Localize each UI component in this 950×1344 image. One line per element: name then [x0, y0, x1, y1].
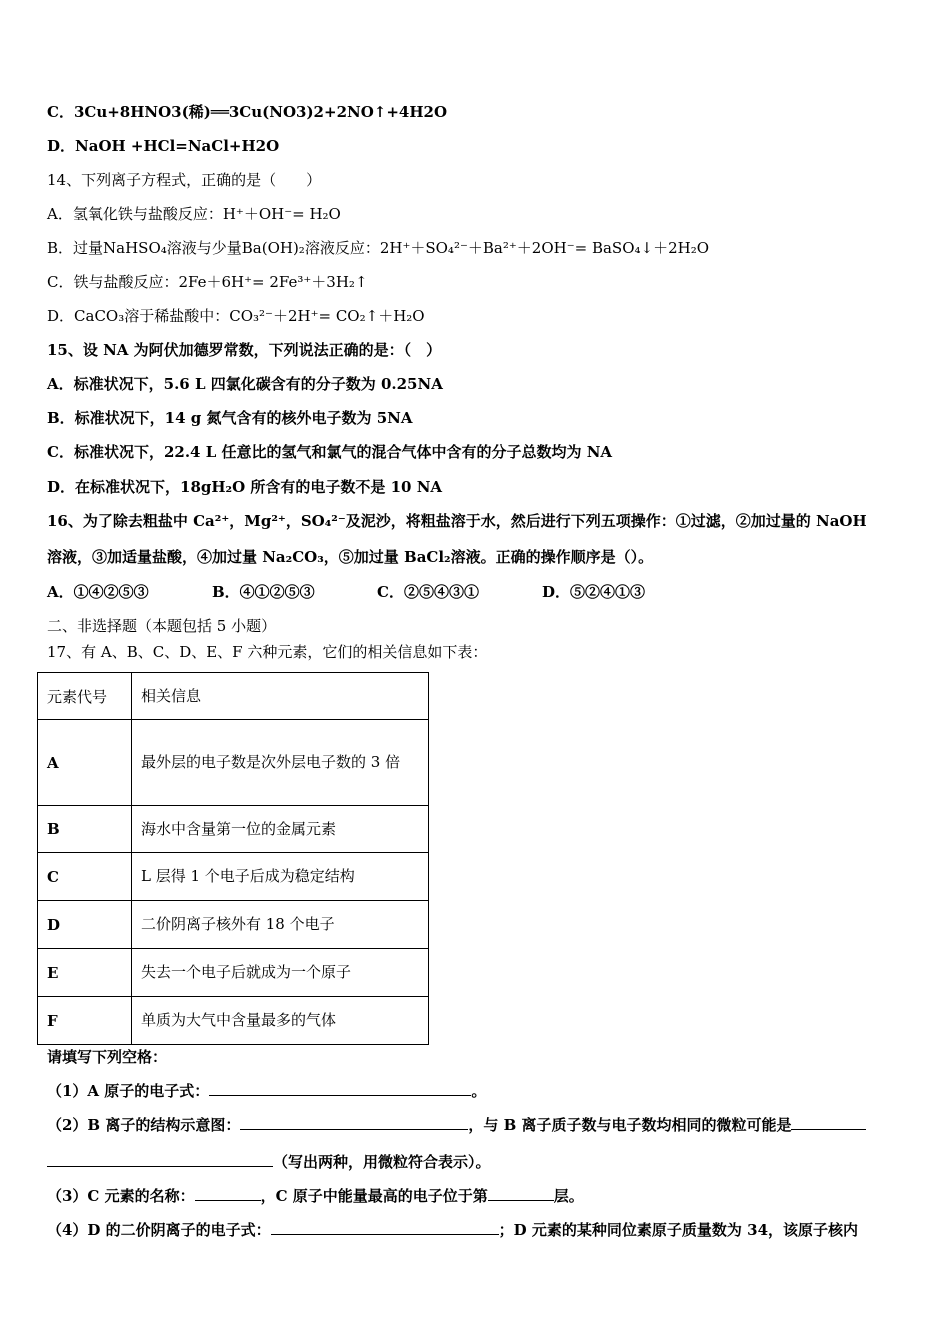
fill-prompt: 请填写下列空格： — [47, 1048, 168, 1066]
row-info: 失去一个电子后就成为一个原子 — [132, 949, 429, 997]
q15-option-d: D．在标准状况下，18gH₂O 所含有的电子数不是 10 NA — [47, 478, 443, 496]
element-info-table — [37, 672, 429, 1045]
table-row — [38, 720, 429, 806]
answer-blank[interactable] — [271, 1220, 499, 1235]
row-code: A — [38, 720, 132, 806]
answer-blank[interactable] — [209, 1081, 471, 1096]
part3-mid: ，C 原子中能量最高的电子位于第 — [260, 1187, 488, 1205]
part2-label: （2）B 离子的结构示意图： — [47, 1116, 241, 1134]
q16-option-d: D．⑤②④①③ — [542, 583, 646, 601]
q15-option-a: A．标准状况下，5.6 L 四氯化碳含有的分子数为 0.25NA — [47, 375, 443, 393]
row-code: B — [38, 806, 132, 853]
q16-option-a: A．①④②⑤③ — [47, 583, 149, 601]
answer-blank[interactable] — [488, 1186, 554, 1201]
row-info: 单质为大气中含量最多的气体 — [132, 997, 429, 1045]
header-related-info: 相关信息 — [132, 673, 429, 720]
q17-part1 — [47, 1081, 486, 1101]
table-row — [38, 806, 429, 853]
row-info: 最外层的电子数是次外层电子数的 3 倍 — [132, 720, 429, 806]
q15-option-c: C．标准状况下，22.4 L 任意比的氢气和氯气的混合气体中含有的分子总数均为 NA — [47, 443, 613, 461]
q14-stem: 14、下列离子方程式，正确的是（ ） — [47, 171, 322, 189]
section-2-heading: 二、非选择题（本题包括 5 小题） — [47, 617, 277, 635]
q17-stem: 17、有 A、B、C、D、E、F 六种元素，它们的相关信息如下表： — [47, 643, 488, 661]
part2-mid: ，与 B 离子质子数与电子数均相同的微粒可能是 — [468, 1116, 792, 1134]
q15-option-b: B．标准状况下，14 g 氮气含有的核外电子数为 5NA — [47, 409, 413, 427]
table-row — [38, 901, 429, 949]
q13-option-d: D．NaOH +HCl=NaCl+H2O — [47, 137, 280, 155]
q16-option-c: C．②⑤④③① — [377, 583, 479, 601]
header-element-code: 元素代号 — [38, 673, 132, 720]
q15-stem: 15、设 NA 为阿伏加德罗常数，下列说法正确的是：（ ） — [47, 341, 442, 359]
q17-part2-line1 — [47, 1115, 866, 1135]
row-info: 二价阴离子核外有 18 个电子 — [132, 901, 429, 949]
q14-option-c: C．铁与盐酸反应：2Fe＋6H⁺= 2Fe³⁺＋3H₂↑ — [47, 273, 368, 291]
answer-blank[interactable] — [240, 1115, 468, 1130]
q14-option-d: D．CaCO₃溶于稀盐酸中：CO₃²⁻＋2H⁺= CO₂↑＋H₂O — [47, 307, 425, 325]
part3-label: （3）C 元素的名称： — [47, 1187, 195, 1205]
q16-stem-line2: 溶液，③加适量盐酸，④加过量 Na₂CO₃，⑤加过量 BaCl₂溶液。正确的操作顺序是（）。 — [47, 548, 654, 566]
answer-blank[interactable] — [47, 1152, 273, 1167]
table-row — [38, 853, 429, 901]
part1-label: （1）A 原子的电子式： — [47, 1082, 210, 1100]
q14-option-a: A．氢氧化铁与盐酸反应：H⁺＋OH⁻= H₂O — [47, 205, 341, 223]
answer-blank[interactable] — [195, 1186, 261, 1201]
q17-part2-line2 — [47, 1152, 491, 1172]
table-row — [38, 949, 429, 997]
row-code: D — [38, 901, 132, 949]
q17-part4 — [47, 1220, 858, 1240]
q16-option-b: B．④①②⑤③ — [212, 583, 315, 601]
row-code: E — [38, 949, 132, 997]
table-header-row — [38, 673, 429, 720]
q14-option-b: B．过量NaHSO₄溶液与少量Ba(OH)₂溶液反应：2H⁺＋SO₄²⁻＋Ba²⁺＋2OH⁻= BaSO₄↓＋2H₂O — [47, 239, 710, 257]
row-code: F — [38, 997, 132, 1045]
part4-mid: ；D 元素的某种同位素原子质量数为 34，该原子核内 — [498, 1221, 859, 1239]
part2-end: （写出两种，用微粒符合表示）。 — [273, 1153, 491, 1171]
part3-end: 层。 — [553, 1187, 584, 1205]
q16-stem-line1: 16、为了除去粗盐中 Ca²⁺，Mg²⁺，SO₄²⁻及泥沙，将粗盐溶于水，然后进行下列五项操作：①过滤，②加过量的 NaOH — [47, 512, 867, 530]
q16-options — [47, 582, 645, 602]
answer-blank[interactable] — [791, 1115, 866, 1130]
row-code: C — [38, 853, 132, 901]
q13-option-c: C．3Cu+8HNO3(稀)══3Cu(NO3)2+2NO↑+4H2O — [47, 103, 448, 121]
part4-label: （4）D 的二价阴离子的电子式： — [47, 1221, 271, 1239]
part1-end: 。 — [471, 1082, 487, 1100]
table-row — [38, 997, 429, 1045]
q17-part3 — [47, 1186, 584, 1206]
row-info: 海水中含量第一位的金属元素 — [132, 806, 429, 853]
row-info: L 层得 1 个电子后成为稳定结构 — [132, 853, 429, 901]
